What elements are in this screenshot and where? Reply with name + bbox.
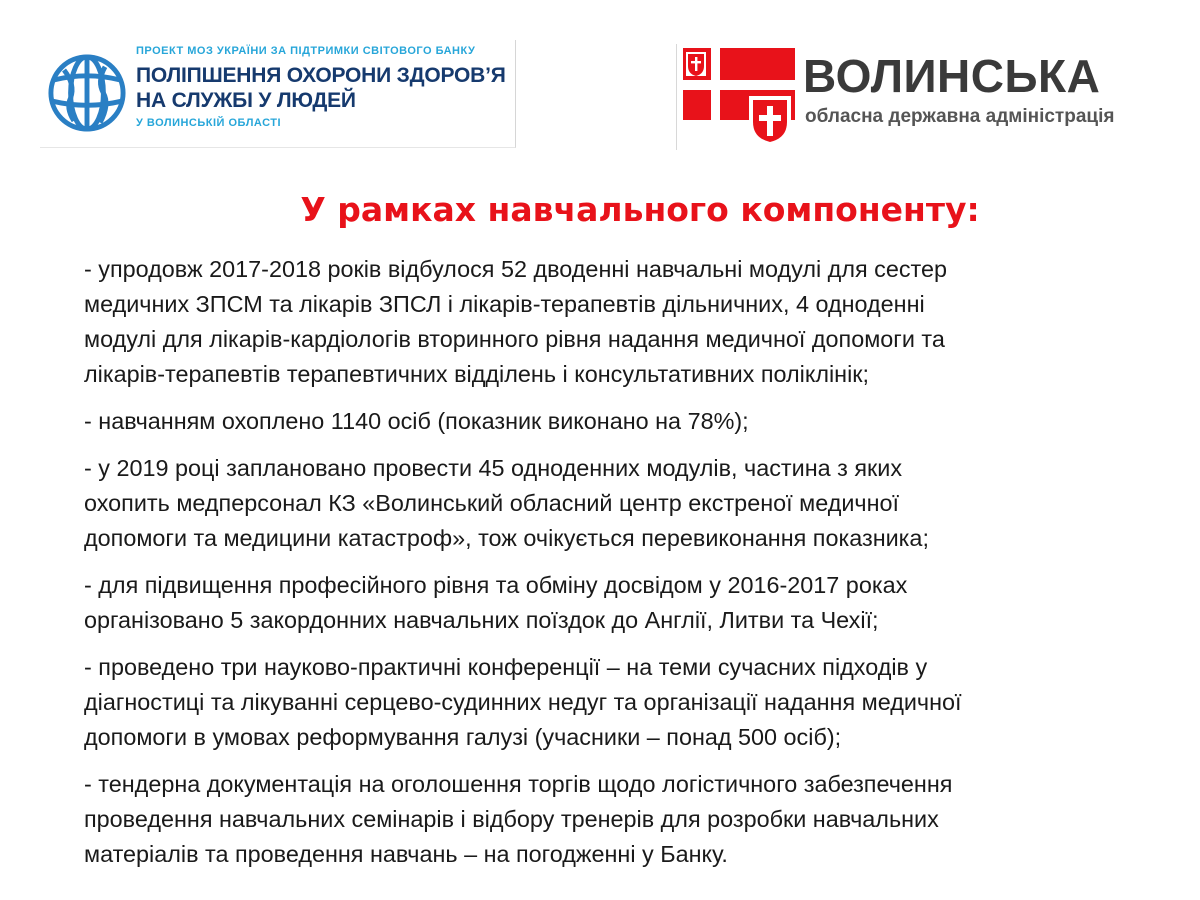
region-title: ВОЛИНСЬКА — [803, 50, 1101, 102]
world-bank-project-logo — [40, 40, 516, 148]
bullet-item: - у 2019 році заплановано провести 45 одноденних модулів, частина з яких охопить медперсонал КЗ «Волинський обласний центр екстреної медичної допомоги та медицини катастроф», тож очікується перевиконання показника; — [84, 455, 929, 551]
project-title-line-1: ПОЛІПШЕННЯ ОХОРОНИ ЗДОРОВ’Я — [136, 64, 506, 87]
globe-icon — [46, 52, 128, 134]
bullet-item: - для підвищення професійного рівня та обміну досвідом у 2016-2017 роках організовано 5 закордонних навчальних поїздок до Англії, Литви та Чехії; — [84, 572, 908, 633]
project-caption: ПРОЕКТ МОЗ УКРАЇНИ ЗА ПІДТРИМКИ СВІТОВОГО БАНКУ — [136, 45, 476, 57]
bullet-list — [84, 252, 1154, 872]
bullet-item: - упродовж 2017-2018 років відбулося 52 дводенні навчальні модулі для сестер медичних ЗПСМ та лікарів ЗПСЛ і лікарів-терапевтів дільничних, 4 одноденні модулі для лікарів-кардіологів вторинного рівня надання медичної допомоги та лікарів-терапевтів терапевтичних відділень і консультативних поліклінік; — [84, 256, 947, 387]
bullet-item: - тендерна документація на оголошення торгів щодо логістичного забезпечення проведення навчальних семінарів і відбору тренерів для розробки навчальних матеріалів та проведення навчань – на погодженні у Банку. — [84, 771, 953, 867]
volyn-administration-logo — [676, 44, 1162, 150]
administration-subtitle: обласна державна адміністрація — [805, 106, 1115, 127]
project-title-line-2: НА СЛУЖБІ У ЛЮДЕЙ — [136, 89, 356, 112]
slide-title: У рамках навчального компоненту: — [300, 190, 980, 229]
bullet-item: - проведено три науково-практичні конференції – на теми сучасних підходів у діагностиці та лікуванні серцево-судинних недуг та організації надання медичної допомоги в умовах реформування галузі (учасники – понад 500 осіб); — [84, 654, 962, 750]
bullet-item: - навчанням охоплено 1140 осіб (показник виконано на 78%); — [84, 408, 749, 434]
volyn-flag-icon — [683, 48, 795, 144]
project-region: У ВОЛИНСЬКІЙ ОБЛАСТІ — [136, 117, 282, 129]
